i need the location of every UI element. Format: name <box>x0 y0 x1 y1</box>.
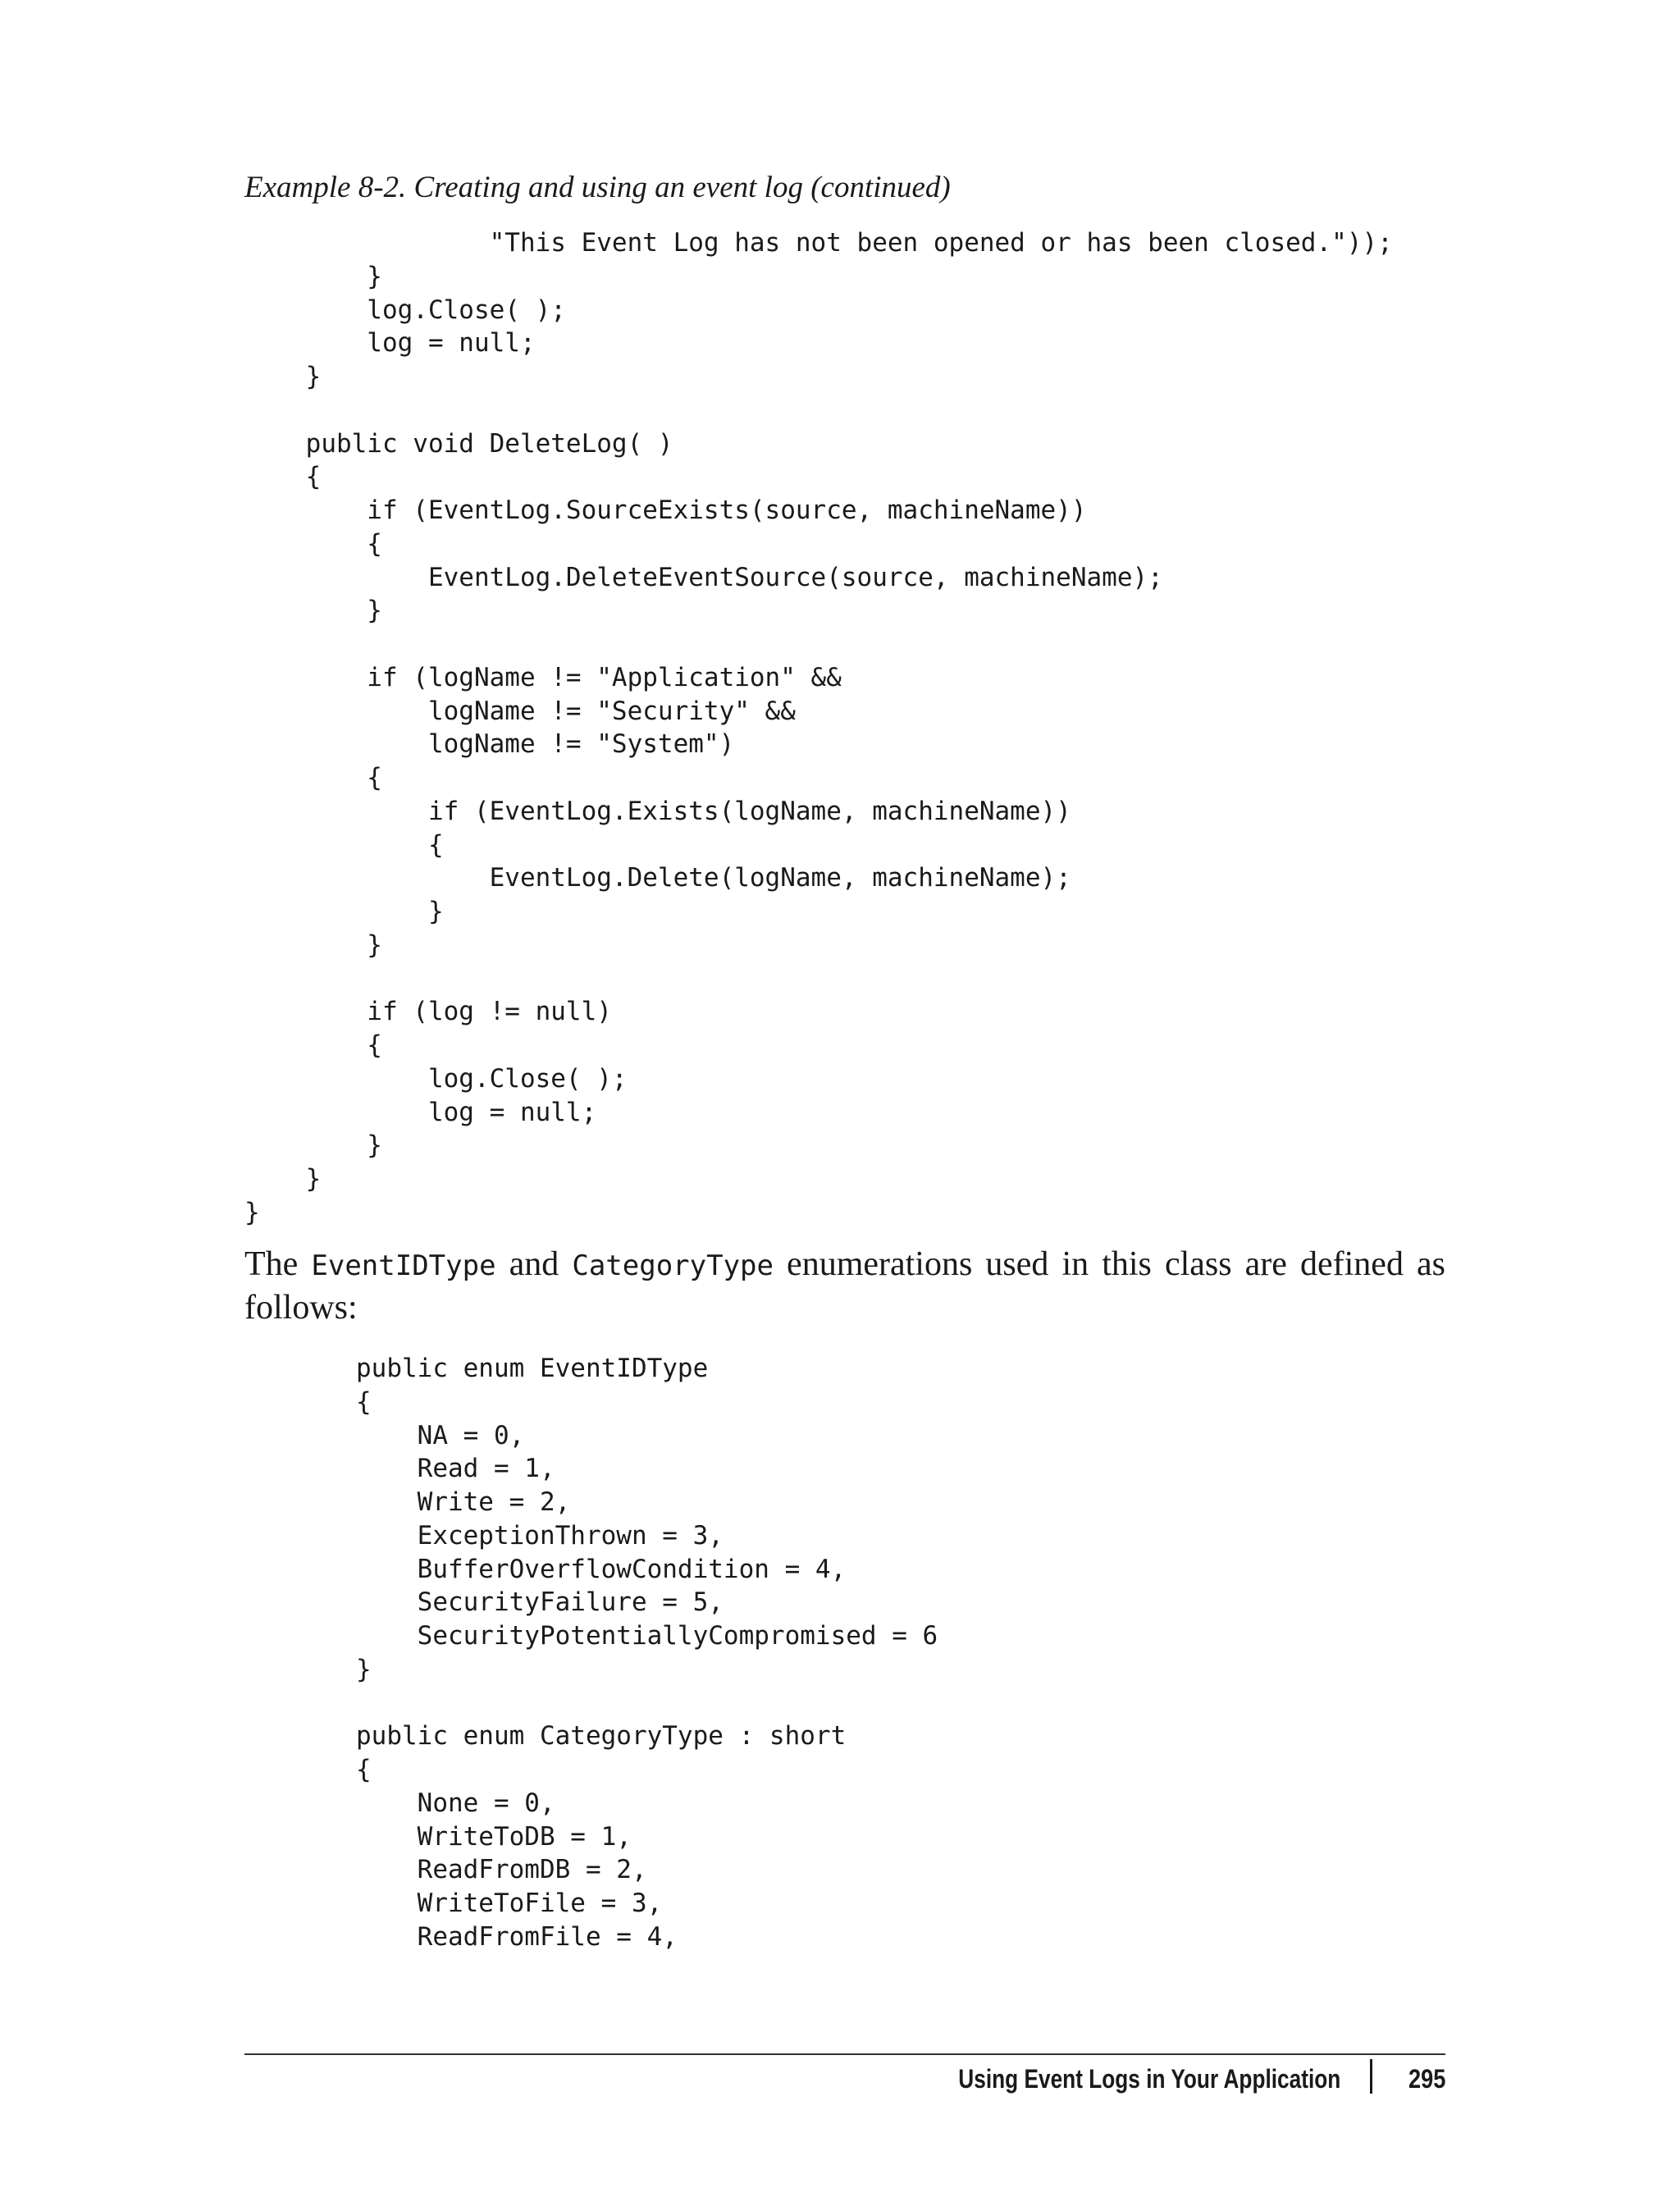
code-listing-enums: public enum EventIDType { NA = 0, Read = 1, Write = 2, ExceptionThrown = 3, BufferOverflowCondition = 4, SecurityFailure = 5, SecurityPotentiallyCompromised = 6 } public enum CategoryType : short { None = 0, WriteToDB = 1, ReadFromDB = 2, WriteToFile = 3, ReadFromFile = 4, <box>356 1354 938 1952</box>
body-paragraph <box>244 1244 1445 1329</box>
footer-section-title: Using Event Logs in Your Application <box>957 2064 1340 2094</box>
inline-code-categorytype: CategoryType <box>572 1249 774 1282</box>
example-caption: Example 8-2. Creating and using an event log (continued) <box>244 171 951 204</box>
page-number: 295 <box>1408 2064 1445 2094</box>
footer-separator <box>1370 2059 1372 2094</box>
prose-text-3: enumerations used in this class are defined as follows: <box>244 1245 1446 1327</box>
prose-text-2: and <box>495 1245 573 1283</box>
inline-code-eventidtype: EventIDType <box>311 1249 496 1282</box>
prose-text-1: The <box>244 1245 312 1283</box>
code-listing-delete-log: "This Event Log has not been opened or has been closed.")); } log.Close( ); log = null; } public void DeleteLog( ) { if (EventLog.SourceExists(source, machineName)) { EventLog.DeleteEventSource(source, machineName); } if (logName != "Application" && logName != "Security" && logName != "System") { if (EventLog.Exists(logName, machineName)) { EventLog.Delete(logName, machineName); } } if (log != null) { log.Close( ); log = null; } } } <box>244 228 1393 1227</box>
footer-rule <box>244 2053 1445 2055</box>
